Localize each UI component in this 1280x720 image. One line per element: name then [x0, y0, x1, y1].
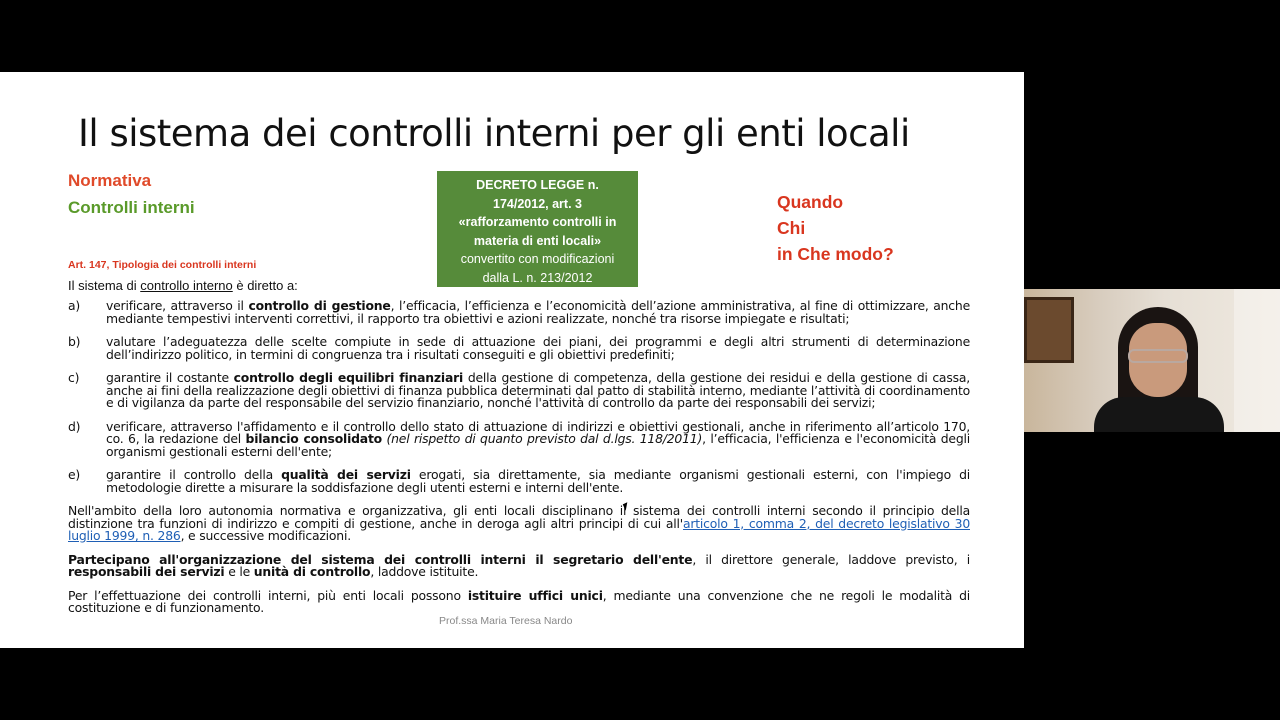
question-when: Quando: [777, 192, 844, 212]
decree-line: materia di enti locali»: [473, 233, 602, 248]
presentation-slide: [0, 72, 1024, 648]
item-text: garantire il costante controllo degli equilibri finanziari della gestione di competenza, della gestione dei residui e della gestione di cassa, anche ai fini della realizzazione degli obiettivi di finanza pubblica determinati dal patto di stabilità interno, mediante l’attività di coordinamento e di vigilanza da parte del responsabile del servizio finanziario, nonché l'attività di controllo da parte dei responsabili dei servizi;: [106, 370, 970, 410]
list-item: [68, 336, 970, 361]
list-item: [68, 469, 970, 494]
presenter-glasses: [1128, 349, 1188, 363]
article-heading: Art. 147, Tipologia dei controlli interni: [68, 259, 257, 271]
label-controlli-interni: Controlli interni: [68, 198, 195, 217]
item-letter: d): [68, 418, 81, 434]
paragraph-autonomia: Nell'ambito della loro autonomia normativa e organizzativa, gli enti locali disciplinano il sistema dei controlli interni secondo il principio della distinzione tra funzioni di indirizzo e compiti di gestione, anche in deroga agli altri principi di cui all'articolo 1, comma 2, del decreto legislativo 30 luglio 1999, n. 286, e successive modificazioni.: [68, 503, 970, 543]
paragraph-uffici-unici: Per l’effettuazione dei controlli interni, più enti locali possono istituire uffici unici, mediante una convenzione che ne regoli le modalità di costituzione e di funzionamento.: [68, 587, 971, 615]
slide-footer: Prof.ssa Maria Teresa Nardo: [439, 615, 573, 627]
item-letter: a): [68, 298, 81, 313]
article-body: [68, 300, 970, 626]
decree-286-link[interactable]: articolo 1, comma 2, del decreto legislativo 30 luglio 1999, n. 286: [68, 515, 970, 543]
intro-underlined: controllo interno: [140, 278, 233, 293]
intro-line: [68, 278, 298, 293]
list-item: [68, 300, 970, 325]
decree-line: dalla L. n. 213/2012: [482, 270, 593, 285]
item-text: valutare l’adeguatezza delle scelte compiute in sede di attuazione dei piani, dei programmi e degli altri strumenti di determinazione dell’indirizzo politico, in termini di congruenza tra i risultati conseguiti e gli obiettivi predefiniti;: [106, 334, 970, 362]
item-text: garantire il controllo della qualità dei servizi erogati, sia direttamente, sia mediante organismi gestionali esterni, con l'impiego di metodologie dirette a misurare la soddisfazione degli utenti esterni e interni dell'ente.: [106, 467, 970, 495]
paragraph-partecipano: Partecipano all'organizzazione del sistema dei controlli interni il segretario dell'ente, il direttore generale, laddove previsto, i responsabili dei servizi e le unità di controllo, laddove istituite.: [68, 551, 970, 579]
questions-list: [777, 189, 894, 267]
decree-line: DECRETO LEGGE n.: [476, 178, 599, 192]
decree-line: «rafforzamento controlli in: [458, 215, 617, 229]
list-item: [68, 418, 970, 459]
question-who: Chi: [777, 218, 806, 238]
item-letter: c): [68, 370, 80, 385]
item-text: verificare, attraverso il controllo di gestione, l’efficacia, l’efficienza e l’economicità dell’azione amministrativa, al fine di ottimizzare, anche mediante tempestivi interventi correttivi, il rapporto tra obiettivi e azioni realizzate, nonché tra risorse impiegate e risultati;: [106, 298, 970, 326]
decree-line: convertito con modificazioni: [460, 252, 615, 266]
label-normativa: Normativa: [68, 171, 152, 190]
question-how: in Che modo?: [777, 244, 894, 264]
decree-line: 174/2012, art. 3: [493, 196, 582, 211]
wall-picture: [1024, 297, 1074, 363]
decree-box: [437, 171, 638, 287]
presenter-body: [1094, 397, 1224, 432]
intro-post: è diretto a:: [232, 278, 298, 293]
intro-pre: Il sistema di: [68, 278, 141, 293]
slide-title: Il sistema dei controlli interni per gli enti locali: [78, 112, 910, 155]
item-letter: e): [68, 467, 81, 482]
item-letter: b): [68, 334, 81, 349]
window-light: [1234, 289, 1280, 432]
item-text: verificare, attraverso l'affidamento e il controllo dello stato di attuazione di indirizzi e obiettivi gestionali, anche in riferimento all’articolo 170, co. 6, la redazione del bilancio consolidato (nel rispetto di quanto previsto dal d.lgs. 118/2011), l’efficacia, l'efficienza e l'economicità degli organismi gestionali esterni dell'ente;: [106, 418, 970, 459]
webcam-feed: [1024, 289, 1280, 432]
list-item: [68, 372, 970, 410]
